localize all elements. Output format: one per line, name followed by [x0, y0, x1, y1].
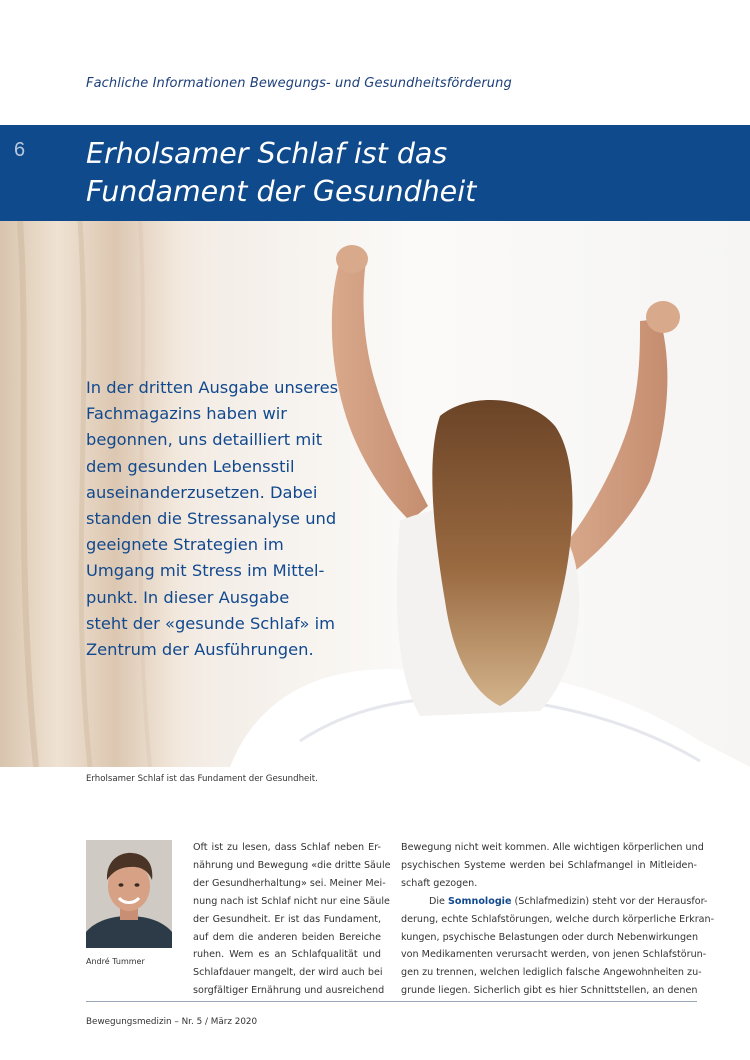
- article-title-line-2: Fundament der Gesundheit: [86, 175, 477, 208]
- body-line: [401, 893, 708, 911]
- lead-line: In der dritten Ausgabe unseres: [86, 378, 339, 397]
- body-line: schaft gezogen.: [401, 877, 478, 889]
- body-line: derung, echte Schlafstörungen, welche durch körperliche Erkran-: [401, 913, 715, 925]
- body-line: gen zu trennen, welchen lediglich falsche Angewohnheiten zu-: [401, 967, 702, 979]
- body-line: auf dem die anderen beiden Bereiche: [193, 931, 381, 943]
- footer-rule: [86, 1001, 697, 1002]
- lead-line: Zentrum der Ausführungen.: [86, 640, 314, 660]
- lead-line: standen die Stressanalyse und: [86, 509, 337, 529]
- photo-caption: Erholsamer Schlaf ist das Fundament der Gesundheit.: [86, 774, 318, 784]
- article-title: [86, 135, 726, 211]
- highlighted-term: Somnologie: [448, 895, 512, 907]
- body-line: der Gesundherhaltung» sei. Meiner Mei-: [193, 877, 386, 889]
- running-head: Fachliche Informationen Bewegungs- und Gesundheitsförderung: [86, 76, 512, 91]
- lead-line: Fachmagazins haben wir: [86, 404, 287, 424]
- body-line: psychischen Systeme werden bei Schlafmangel in Mitleiden-: [401, 859, 697, 871]
- body-line: ruhen. Wem es an Schlafqualität und: [193, 949, 381, 961]
- lead-line: Umgang mit Stress im Mittel-: [86, 561, 325, 581]
- lead-line: dem gesunden Lebensstil: [86, 456, 295, 476]
- body-line: nährung und Bewegung «die dritte Säule: [193, 859, 391, 871]
- body-line: der Gesundheit. Er ist das Fundament,: [193, 913, 381, 925]
- article-title-line-1: Erholsamer Schlaf ist das: [86, 137, 448, 170]
- author-name: André Tummer: [86, 957, 145, 966]
- body-column-1: [193, 839, 391, 1000]
- footer-text: Bewegungsmedizin – Nr. 5 / März 2020: [86, 1017, 258, 1027]
- body-column-2: [401, 839, 715, 1000]
- title-band: [0, 125, 750, 221]
- body-line: sorgfältiger Ernährung und ausreichend: [193, 985, 385, 997]
- author-portrait: [86, 840, 172, 948]
- body-line: nung nach ist Schlaf nicht nur eine Säule: [193, 895, 390, 907]
- body-text: (Schlafmedizin) steht vor der Herausfor-: [511, 895, 708, 907]
- body-line: Schlafdauer mangelt, der wird auch bei: [193, 967, 383, 979]
- author-portrait-illustration: [86, 840, 172, 948]
- lead-line: auseinanderzusetzen. Dabei: [86, 482, 318, 502]
- page-number: 6: [14, 139, 26, 161]
- body-line: grunde liegen. Sicherlich gibt es hier Schnittstellen, an denen: [401, 985, 698, 997]
- body-line: von Medikamenten verursacht werden, von jenen Schlafstörun-: [401, 949, 707, 961]
- lead-line: geeignete Strategien im: [86, 535, 284, 555]
- lead-line: punkt. In dieser Ausgabe: [86, 587, 290, 607]
- lead-line: begonnen, uns detailliert mit: [86, 430, 323, 450]
- body-line: Bewegung nicht weit kommen. Alle wichtigen körperlichen und: [401, 842, 704, 853]
- body-text: Die: [429, 895, 449, 907]
- body-line: Oft ist zu lesen, dass Schlaf neben Er-: [193, 842, 381, 853]
- lead-line: steht der «gesunde Schlaf» im: [86, 613, 336, 633]
- lead-paragraph: [86, 375, 361, 663]
- body-line: kungen, psychische Belastungen oder durch Nebenwirkungen: [401, 931, 699, 943]
